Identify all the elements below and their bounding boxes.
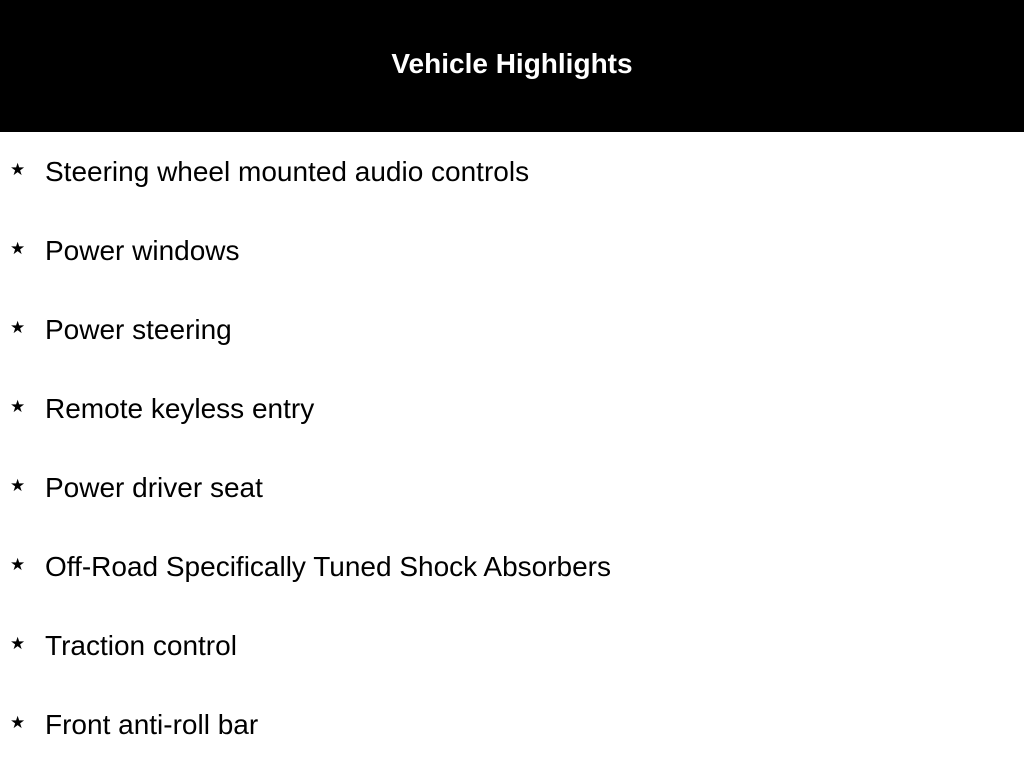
page-title: Vehicle Highlights	[391, 48, 633, 79]
list-item	[0, 606, 1024, 685]
list-item	[0, 211, 1024, 290]
list-item	[0, 369, 1024, 448]
star-icon: ★	[10, 713, 26, 733]
list-item	[0, 132, 1024, 211]
list-item-label: Power driver seat	[45, 472, 263, 503]
list-item-label: Off-Road Specifically Tuned Shock Absorbers	[45, 551, 612, 582]
list-item	[0, 685, 1024, 764]
list-item-label: Front anti-roll bar	[45, 709, 259, 740]
list-item-label: Remote keyless entry	[45, 393, 315, 424]
star-icon: ★	[10, 318, 26, 338]
list-item	[0, 527, 1024, 606]
list-item	[0, 290, 1024, 369]
list-item-label: Traction control	[45, 630, 237, 661]
list-item-label: Power windows	[45, 235, 240, 266]
list-item-label: Steering wheel mounted audio controls	[45, 156, 530, 187]
star-icon: ★	[10, 239, 26, 259]
star-icon: ★	[10, 160, 26, 180]
header-banner	[0, 0, 1024, 132]
list-item	[0, 448, 1024, 527]
star-icon: ★	[10, 476, 26, 496]
star-icon: ★	[10, 634, 26, 654]
list-item-label: Power steering	[45, 314, 232, 345]
vehicle-highlights-list	[0, 132, 1024, 764]
star-icon: ★	[10, 555, 26, 575]
star-icon: ★	[10, 397, 26, 417]
